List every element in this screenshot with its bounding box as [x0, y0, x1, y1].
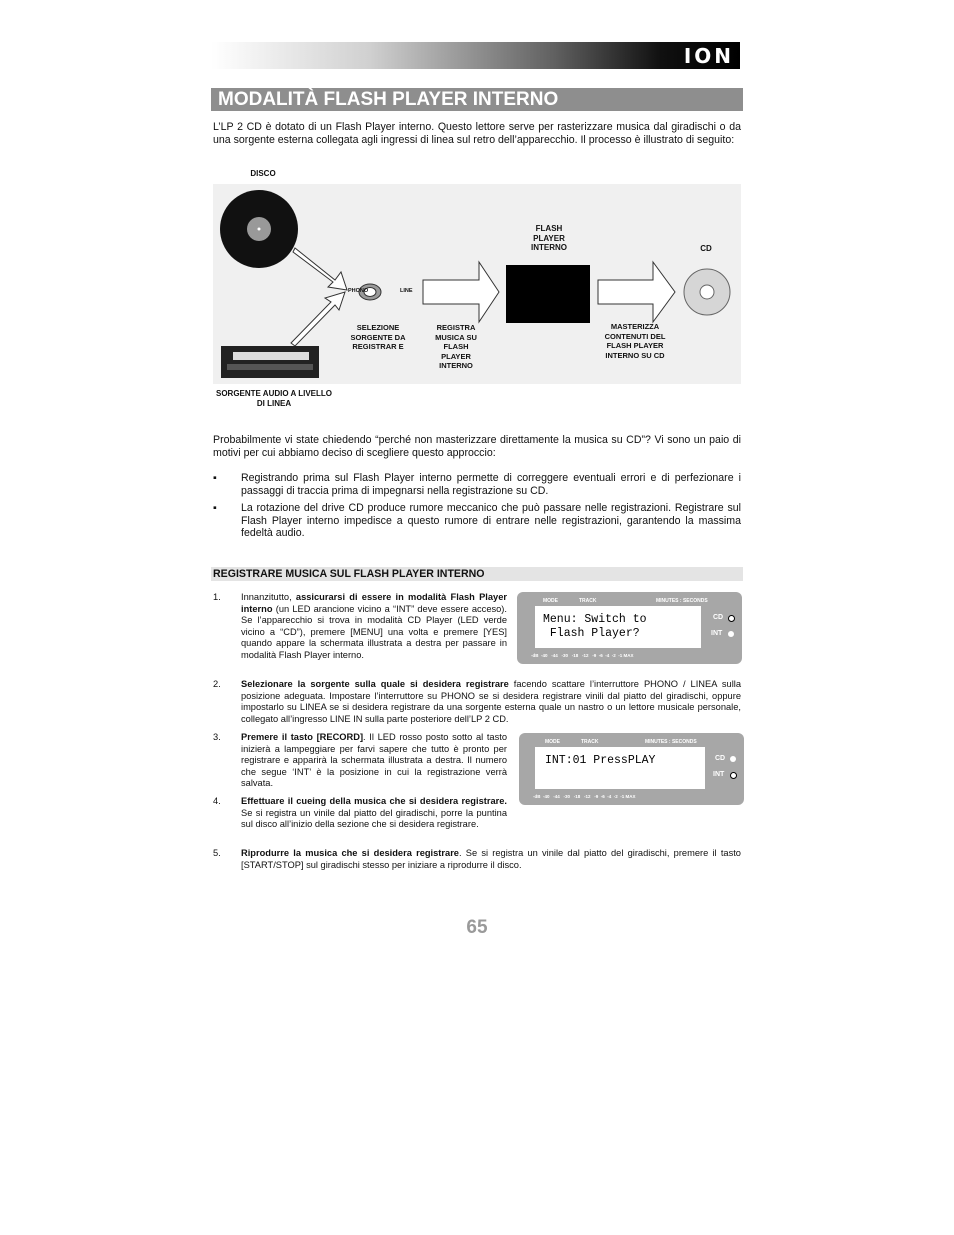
section-title-bar — [211, 88, 743, 111]
subsection-title-bar — [211, 567, 743, 581]
lcd-mode-label: MODE — [543, 598, 558, 604]
lcd-meter-scale: -dB -40 -44 -30 -18 -12 -9 -6 -4 -2 -1 MAX — [533, 794, 636, 799]
selezione-label: SELEZIONE SORGENTE DA REGISTRAR E — [350, 323, 406, 351]
lcd-mode-label: MODE — [545, 739, 560, 745]
step-post: . Il LED rosso posto sotto al tasto inizierà a lampeggiare per farvi sapere che tutto è pronto per registrare e apparirà la schermata illustrata a destra. Il numero che segue ‘INT’ è la posizione in cui la registrazione verrà salvata. — [241, 732, 507, 789]
lcd-display-menu — [517, 592, 742, 664]
lcd-track-label: TRACK — [581, 739, 599, 745]
page-number: 65 — [466, 917, 488, 938]
int-led-icon — [730, 772, 737, 779]
registra-label: REGISTRA MUSICA SU FLASH PLAYER INTERNO — [435, 323, 477, 370]
lcd-line-1: INT:01 PressPLAY — [545, 754, 656, 767]
cd-indicator-label: CD — [713, 614, 724, 621]
flash-label: FLASH PLAYER INTERNO — [531, 224, 567, 252]
lcd-screen — [535, 606, 701, 648]
step-number: 1. — [213, 592, 221, 602]
step-bold: Riprodurre la musica che si desidera registrare — [241, 848, 459, 858]
step-text — [241, 732, 507, 790]
bullet-text: Registrando prima sul Flash Player interno permette di correggere eventuali errori e di perfezionare i passaggi di traccia prima di impegnarsi nella registrazione su CD. — [241, 472, 741, 497]
step-post: Se si registra un vinile dal piatto del giradischi, porre la puntina sul disco all’inizio della sezione che si desidera registrare. — [241, 807, 507, 830]
step-pre: Innanzitutto, — [241, 592, 296, 602]
step-bold: assicurarsi di essere in modalità Flash Player interno — [241, 592, 507, 614]
step-number: 5. — [213, 848, 221, 858]
bullet-icon: ▪ — [213, 472, 217, 484]
phono-label: PHONO — [348, 288, 369, 294]
step-number: 2. — [213, 679, 221, 689]
step-number: 3. — [213, 732, 221, 742]
bullet-item — [213, 472, 741, 498]
arrow-record-icon — [293, 248, 347, 290]
lcd-line-1: Menu: Switch to — [543, 613, 647, 626]
step-text — [241, 796, 507, 831]
header-bar — [211, 42, 740, 69]
lcd-track-label: TRACK — [579, 598, 597, 604]
audio-source-device-icon — [221, 346, 319, 378]
bullet-text: La rotazione del drive CD produce rumore meccanico che può passare nelle registrazioni. Registrare sul Flash Player interno impedisce a questo rumore di entrare nelle registrazioni, garantendo la massima fedeltà audio. — [241, 502, 741, 539]
bullet-item — [213, 502, 741, 540]
step-bold: Premere il tasto [RECORD] — [241, 732, 364, 742]
int-indicator-label: INT — [711, 630, 723, 637]
process-diagram — [213, 168, 741, 413]
big-arrow-2-icon — [598, 262, 675, 322]
arrow-source-icon — [291, 292, 345, 346]
line-label: LINE — [400, 288, 413, 294]
question-paragraph: Probabilmente vi state chiedendo “perché non masterizzare direttamente la musica su CD”? Vi sono un paio di motivi per cui abbiamo deciso di scegliere questo approccio: — [213, 434, 741, 459]
sorgente-label: SORGENTE AUDIO A LIVELLO DI LINEA — [215, 389, 332, 408]
lcd-time-label: MINUTES : SECONDS — [645, 739, 697, 745]
step-post: . Se si registra un vinile dal piatto del giradischi, premere il tasto [START/STOP] sul giradischi stesso per iniziare a riprodurre il disco. — [241, 848, 741, 870]
cd-led-icon — [728, 615, 735, 622]
lcd-display-record — [519, 733, 744, 805]
subsection-title: REGISTRARE MUSICA SUL FLASH PLAYER INTERNO — [213, 568, 485, 580]
step-post: facendo scattare l’interruttore PHONO / LINEA sulla posizione adeguata. Impostare l’interruttore su PHONO se si desidera registrare vinili dal piatto del giradischi, oppure impostarlo su LINEA se si desidera registrare da una sorgente esterna quale un nastro o un lettore musicale personale, collegato all’ingresso LINE IN sulla parte posteriore dell’LP 2 CD. — [241, 679, 741, 724]
step-post: (un LED arancione vicino a “INT” deve essere acceso). Se l’apparecchio si trova in modalità CD Player (LED verde vicino a “CD”), premere [MENU] una volta e premere [YES] quando appare la schermata illustrata a destra per passare in modalità Flash Player interno. — [241, 603, 507, 660]
step-bold: Selezionare la sorgente sulla quale si desidera registrare — [241, 679, 509, 689]
masterizza-label: MASTERIZZA CONTENUTI DEL FLASH PLAYER INTERNO SU CD — [604, 322, 666, 360]
step-number: 4. — [213, 796, 221, 806]
cd-indicator-label: CD — [715, 755, 726, 762]
step-text — [241, 679, 741, 725]
int-led-icon — [728, 631, 734, 637]
step-bold: Effettuare il cueing della musica che si desidera registrare. — [241, 796, 507, 806]
section-title: MODALITÀ FLASH PLAYER INTERNO — [218, 89, 559, 110]
lcd-line-2: Flash Player? — [543, 627, 640, 640]
step-text — [241, 848, 741, 871]
bullet-icon: ▪ — [213, 502, 217, 514]
lcd-meter-scale: -dB -40 -44 -30 -18 -12 -9 -6 -4 -2 -1 MAX — [531, 653, 634, 658]
int-indicator-label: INT — [713, 771, 725, 778]
big-arrow-1-icon — [423, 262, 499, 322]
cd-label: CD — [700, 244, 712, 253]
lcd-time-label: MINUTES : SECONDS — [656, 598, 708, 604]
disco-label: DISCO — [250, 169, 276, 178]
diagram-graphics — [213, 168, 741, 413]
step-text — [241, 592, 507, 662]
intro-paragraph: L’LP 2 CD è dotato di un Flash Player interno. Questo lettore serve per rasterizzare musica dal giradischi o da una sorgente esterna collegata agli ingressi di linea sul retro dell’apparecchio. Il processo è illustrato di seguito: — [213, 121, 741, 146]
flash-chip-icon — [506, 265, 590, 323]
lcd-screen — [535, 747, 705, 789]
brand-logo: ION — [683, 44, 734, 68]
cd-led-icon — [730, 756, 736, 762]
